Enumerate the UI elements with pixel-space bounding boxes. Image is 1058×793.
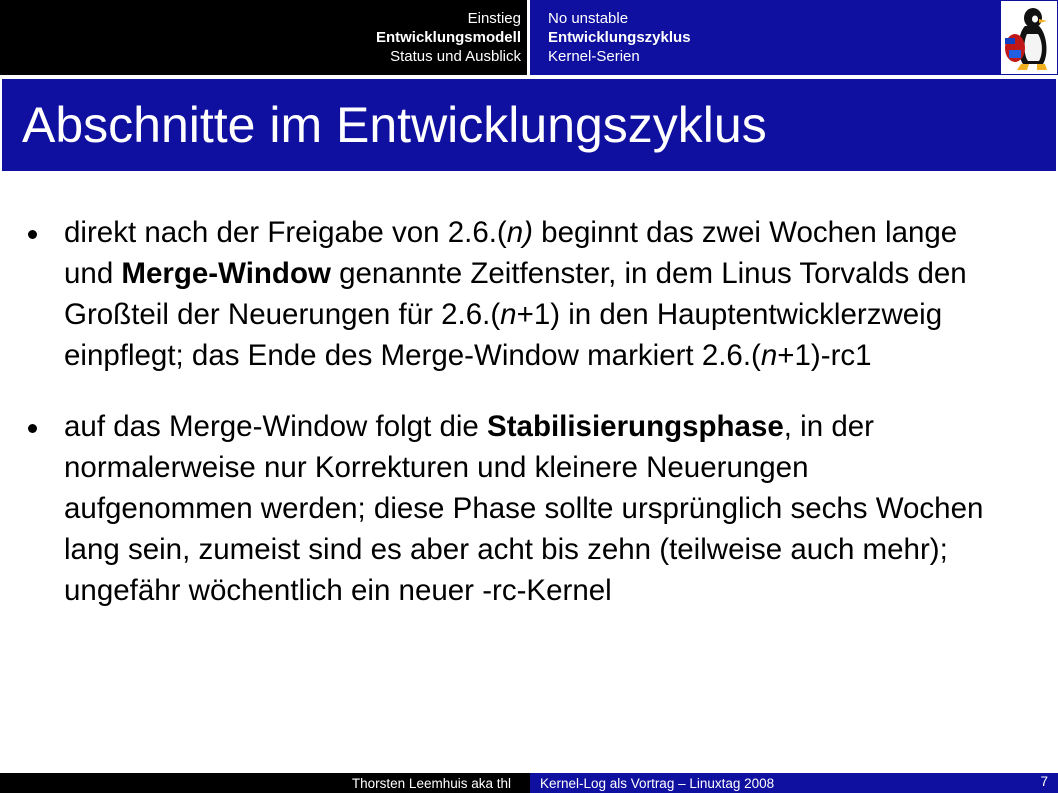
section-navigation — [0, 0, 527, 75]
bullet-dot-icon — [28, 230, 37, 239]
footer-talk-bar — [530, 773, 1058, 793]
title-bar — [0, 77, 1058, 173]
footer-talk-title: Kernel-Log als Vortrag – Linuxtag 2008 — [540, 775, 775, 791]
page-number: 7 — [1040, 774, 1048, 789]
bullet-text — [64, 406, 994, 611]
bullet-text-italic: n — [760, 339, 778, 372]
bullet-text-bold: Stabilisierungsphase — [487, 410, 784, 443]
nav-subsection-no-unstable[interactable]: No unstable — [548, 10, 629, 27]
nav-subsection-entwicklungszyklus[interactable]: Entwicklungszyklus — [548, 29, 691, 46]
bullet-text-part: +1)-rc1 — [777, 339, 872, 372]
subsection-navigation — [530, 0, 1000, 75]
footer — [0, 772, 1058, 793]
bullet-text-part: genannte Zeitfenster, in dem Linus Torvalds den Großteil der Neuerungen für 2.6.( — [64, 257, 967, 331]
bullet-item — [22, 406, 1042, 611]
footer-author: Thorsten Leemhuis aka thl — [351, 775, 511, 791]
bullet-text-italic: n) — [506, 216, 533, 249]
nav-section-einstieg[interactable]: Einstieg — [467, 10, 521, 27]
bullet-text-part: +1) in den Hauptentwicklerzweig einpflegt; das Ende des Merge-Window markiert 2.6.( — [64, 298, 943, 372]
bullet-text-bold: Merge-Window — [121, 257, 331, 290]
bullet-text-italic: n — [500, 298, 517, 331]
bullet-text-part: auf das Merge-Window folgt die — [64, 410, 488, 443]
bullet-dot-icon — [28, 424, 37, 433]
nav-subsection-kernel-serien[interactable]: Kernel-Serien — [548, 48, 640, 65]
nav-section-status[interactable]: Status und Ausblick — [390, 48, 521, 65]
tux-penguin-icon — [1001, 1, 1057, 74]
bullet-text-part: direkt nach der Freigabe von 2.6.( — [64, 216, 507, 249]
slide-content — [22, 212, 1042, 641]
logo-container — [1000, 0, 1058, 75]
nav-section-entwicklungsmodell[interactable]: Entwicklungsmodell — [375, 29, 521, 46]
bullet-item — [22, 212, 1042, 376]
slide-title: Abschnitte im Entwicklungszyklus — [22, 97, 767, 153]
bullet-text-part: beginnt das zwei Wochen lange und — [64, 216, 958, 290]
bullet-text — [64, 212, 994, 376]
bullet-text-part: , in der normalerweise nur Korrekturen und kleinere Neuerungen aufgenommen werden; diese Phase sollte ursprünglich sechs Wochen lang sein, zumeist sind es aber acht bis zehn (teilweise auch mehr); ungefähr wöchentlich ein neuer -rc-Kernel — [64, 410, 984, 607]
